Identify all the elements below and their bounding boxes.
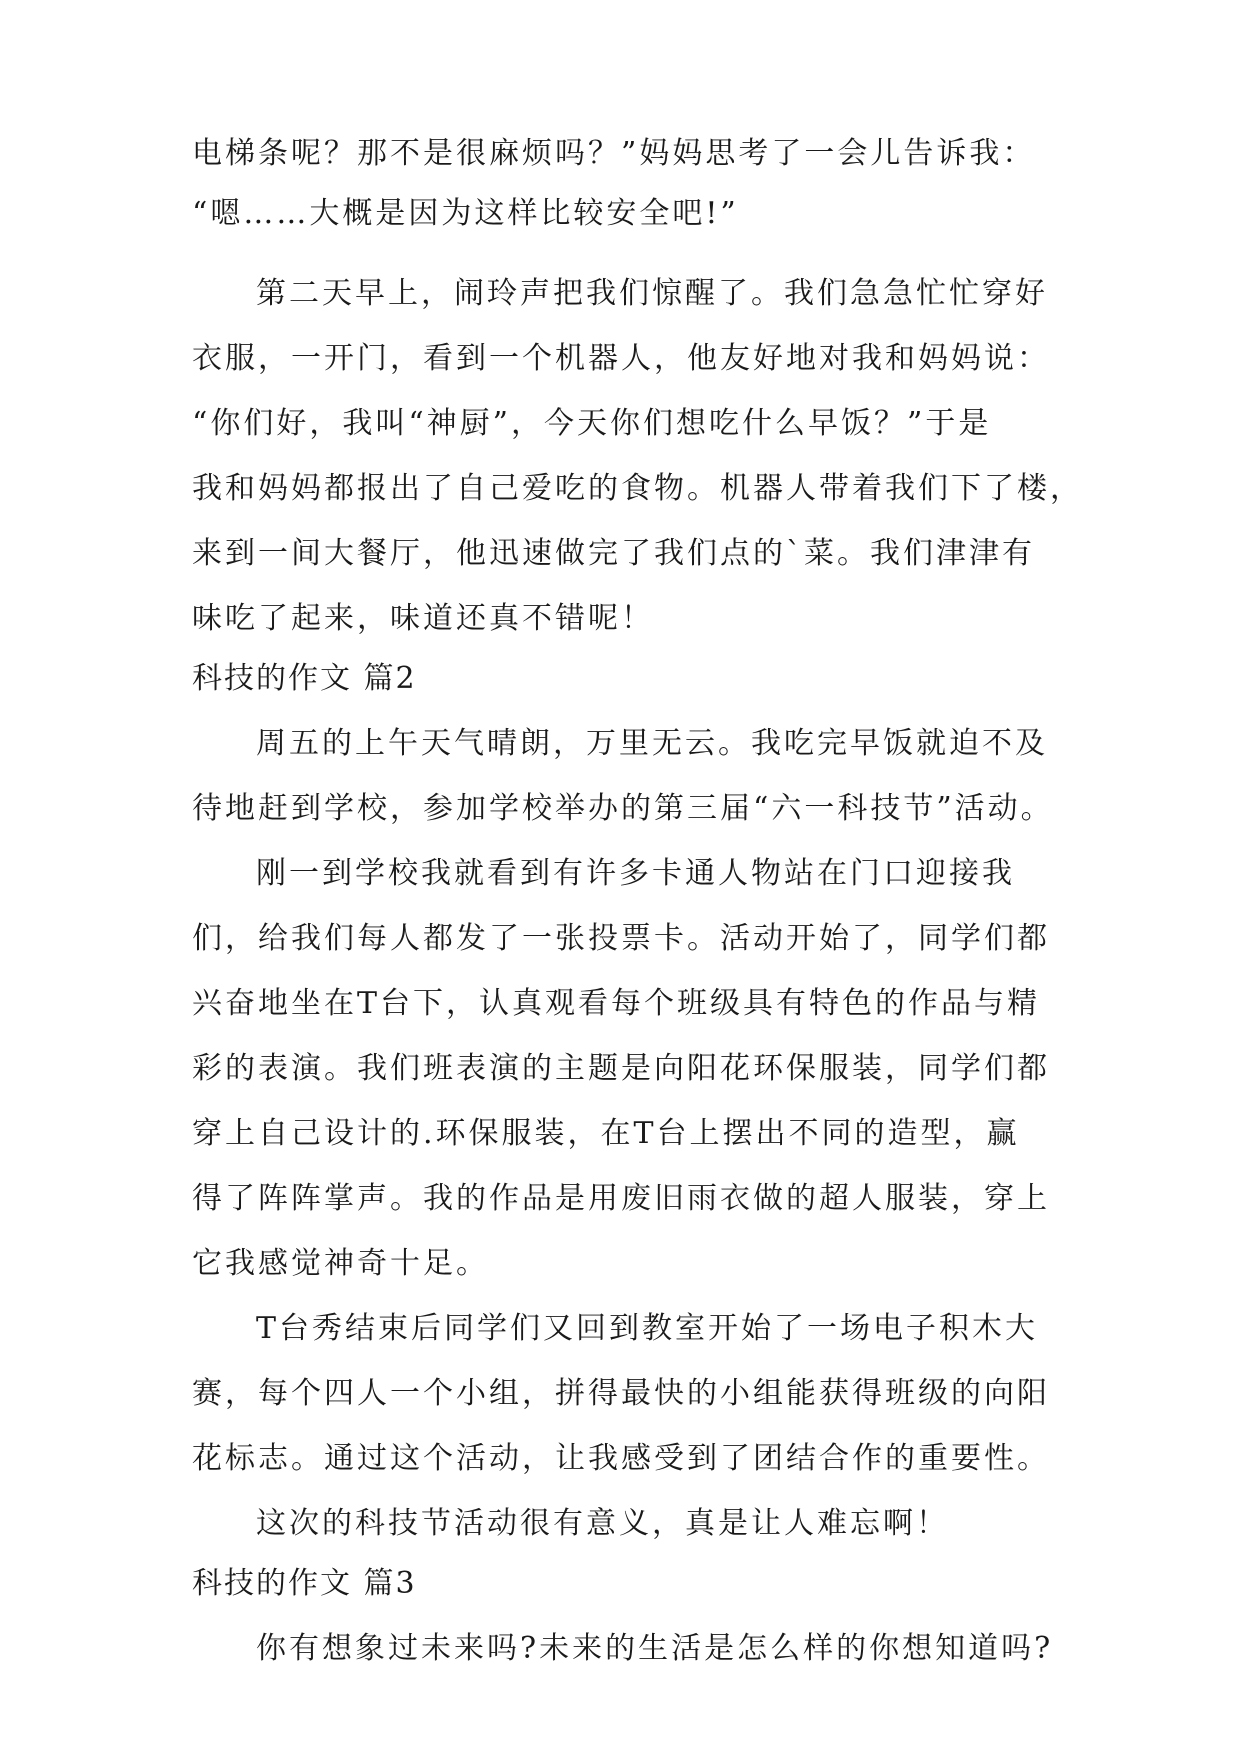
- section-heading: 科技的作文 篇2: [192, 661, 417, 696]
- paragraph-line: 周五的上午天气晴朗，万里无云。我吃完早饭就迫不及: [256, 726, 1048, 761]
- paragraph-line: 彩的表演。我们班表演的主题是向阳花环保服装，同学们都: [192, 1051, 1050, 1086]
- paragraph-line: 们，给我们每人都发了一张投票卡。活动开始了，同学们都: [192, 921, 1050, 956]
- paragraph-line: 兴奋地坐在T台下，认真观看每个班级具有特色的作品与精: [192, 986, 1041, 1021]
- paragraph-line: 来到一间大餐厅，他迅速做完了我们点的`菜。我们津津有: [192, 536, 1035, 571]
- section-heading: 科技的作文 篇3: [192, 1566, 417, 1601]
- paragraph-line: 得了阵阵掌声。我的作品是用废旧雨衣做的超人服装，穿上: [192, 1181, 1050, 1216]
- paragraph-line: 赛，每个四人一个小组，拼得最快的小组能获得班级的向阳: [192, 1376, 1050, 1411]
- paragraph-line: 第二天早上，闹玲声把我们惊醒了。我们急急忙忙穿好: [256, 276, 1048, 311]
- paragraph-line: 待地赶到学校，参加学校举办的第三届“六一科技节”活动。: [192, 791, 1054, 826]
- paragraph-line: 我和妈妈都报出了自己爱吃的食物。机器人带着我们下了楼，: [192, 471, 1083, 506]
- paragraph-line: “嗯……大概是因为这样比较安全吧!”: [192, 196, 739, 231]
- paragraph-line: 穿上自己设计的.环保服装，在T台上摆出不同的造型，赢: [192, 1116, 1020, 1151]
- paragraph-line: 它我感觉神奇十足。: [192, 1246, 489, 1281]
- paragraph-line: 味吃了起来，味道还真不错呢！: [192, 601, 654, 636]
- paragraph-line: 电梯条呢？那不是很麻烦吗？”妈妈思考了一会儿告诉我：: [192, 136, 1036, 171]
- paragraph-line: 这次的科技节活动很有意义，真是让人难忘啊！: [256, 1506, 949, 1541]
- paragraph-line: 花标志。通过这个活动，让我感受到了团结合作的重要性。: [192, 1441, 1050, 1476]
- paragraph-line: 刚一到学校我就看到有许多卡通人物站在门口迎接我: [256, 856, 1015, 891]
- paragraph-line: “你们好，我叫“神厨”，今天你们想吃什么早饭？”于是: [192, 406, 992, 441]
- paragraph-line: 你有想象过未来吗?未来的生活是怎么样的你想知道吗?: [256, 1631, 1054, 1666]
- paragraph-line: T台秀结束后同学们又回到教室开始了一场电子积木大: [256, 1311, 1039, 1346]
- paragraph-line: 衣服，一开门，看到一个机器人，他友好地对我和妈妈说：: [192, 341, 1050, 376]
